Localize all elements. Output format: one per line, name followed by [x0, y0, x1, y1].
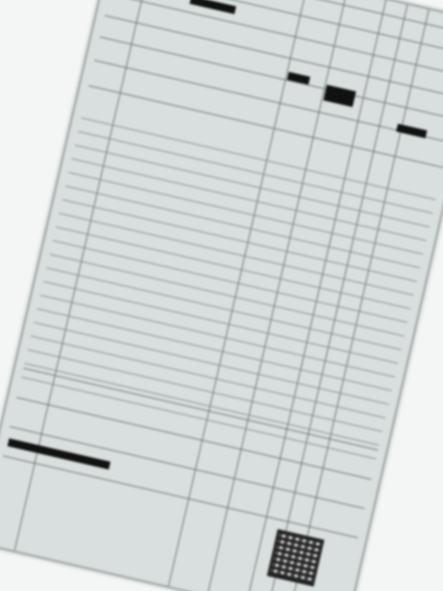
form-rule — [115, 0, 443, 55]
redaction-bar — [7, 438, 110, 469]
form-rule — [3, 455, 358, 538]
redaction-bar — [323, 85, 356, 107]
table-body — [21, 105, 439, 460]
form-rule — [100, 36, 443, 119]
form-rule — [105, 15, 443, 98]
qr-code — [267, 529, 325, 587]
redaction-bar — [396, 124, 427, 139]
redaction-bar — [190, 0, 237, 14]
